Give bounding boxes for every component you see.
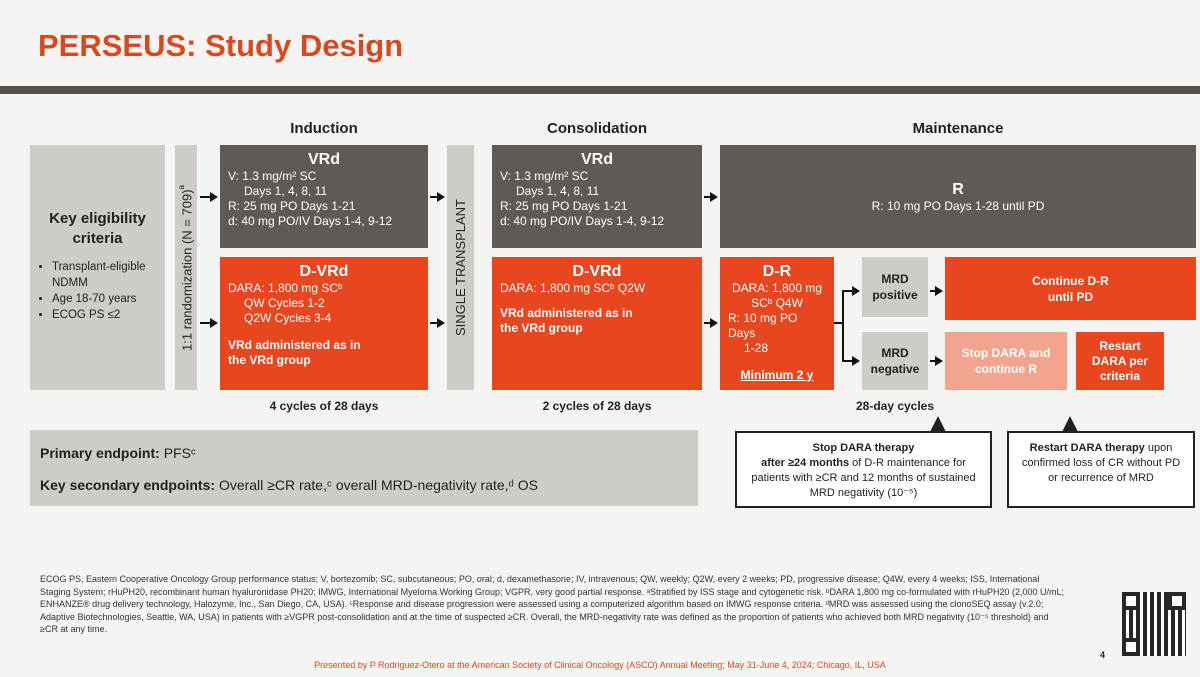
callout-pointer	[1062, 416, 1078, 432]
arrow-right-icon	[430, 196, 443, 198]
stop-dara-box: Stop DARA and continue R	[945, 332, 1067, 390]
minimum-duration-label: Minimum 2 y	[740, 368, 814, 382]
induction-vrd-box	[220, 145, 428, 248]
maintenance-r-box	[720, 145, 1196, 248]
induction-vrd-line: Days 1, 4, 8, 11	[244, 184, 328, 198]
induction-dvrd-line: Q2W Cycles 3-4	[244, 311, 332, 325]
eligibility-item: • ECOG PS ≤2	[52, 307, 157, 323]
induction-vrd-line: R: 25 mg PO Days 1-21	[228, 199, 356, 213]
consolidation-vrd-box	[492, 145, 702, 248]
callout-restart-text: upon confirmed loss of CR without PD or recurrence of MRD	[1021, 442, 1181, 484]
endpoints-box	[30, 430, 698, 506]
maintenance-dr-box	[720, 257, 834, 390]
consolidation-dvrd-line: VRd administered as in the VRd group	[500, 306, 633, 335]
maintenance-dr-line: R: 10 mg PO Days	[728, 311, 798, 340]
eligibility-heading: Key eligibility criteria	[49, 210, 146, 247]
secondary-endpoint-label: Key secondary endpoints:	[40, 477, 216, 493]
mrd-negative-box: MRD negative	[862, 332, 928, 390]
induction-dvrd-line: VRd administered as in the VRd group	[228, 338, 361, 367]
maintenance-dr-line: SCᵇ Q4W	[751, 296, 803, 310]
eligibility-item: • Age 18-70 years	[52, 291, 157, 307]
maintenance-dr-line: 1-28	[744, 341, 769, 355]
arrow-right-icon	[200, 322, 216, 324]
induction-dvrd-box	[220, 257, 428, 390]
page-number: 4	[1100, 650, 1106, 660]
randomization-bar	[175, 145, 197, 390]
arrow-right-icon	[704, 196, 716, 198]
secondary-endpoint-value: Overall ≥CR rate,ᶜ overall MRD-negativity rate,ᵈ OS	[218, 477, 538, 493]
arrow-right-icon	[430, 322, 443, 324]
presented-by: Presented by P Rodriguez-Otero at the American Society of Clinical Oncology (ASCO) Annual Meeting; May 31-June 4, 2024; Chicago, IL, USA	[314, 660, 886, 670]
consolidation-vrd-title: VRd	[581, 151, 613, 168]
primary-endpoint-label: Primary endpoint:	[40, 445, 160, 461]
callout-pointer	[930, 416, 946, 432]
arrow-right-icon	[930, 290, 941, 292]
page-title: PERSEUS: Study Design	[38, 28, 404, 63]
arrow-right-icon	[844, 290, 858, 292]
footnote: ECOG PS, Eastern Cooperative Oncology Group performance status; V, bortezomib; SC, subcutaneous; PO, oral; d, dexamethasone; IV, intravenous; QW, weekly; Q2W, every 2 weeks; PD, progressive disease; Q4W, every 4 weeks; ISS, International Staging System; rHuPH20, recombinant human hyaluronidase PH20; IMWG, International Myeloma Working Group; VGPR, very good partial response. ᵃStratified by ISS stage and cytogenetic risk. ᵇDARA 1,800 mg co-formulated with rHuPH20 (2,000 U/mL; ENHANZE® drug delivery technology, Halozyme, Inc., San Diego, CA, USA). ᶜResponse and disease progression were assessed using a computerized algorithm based on IMWG response criteria. ᵈMRD was assessed using the clonoSEQ assay (v.2.0; Adaptive Biotechnologies, Seattle, WA, USA) in patients with ≥VGPR post-consolidation and at the time of suspected ≥CR. Overall, the MRD-negativity rate was defined as the proportion of patients who achieved both MRD negativity (10⁻⁵ threshold) and ≥CR at any time.	[40, 574, 1065, 634]
cycles-induction: 4 cycles of 28 days	[269, 399, 379, 413]
phase-induction: Induction	[290, 120, 358, 137]
branch-line	[842, 290, 844, 362]
consolidation-vrd-line: V: 1.3 mg/m² SC	[500, 169, 589, 183]
mrd-positive-box: MRD positive	[862, 257, 928, 317]
eligibility-item: • Transplant-eligible NDMM	[52, 259, 157, 291]
consolidation-vrd-line: d: 40 mg PO/IV Days 1-4, 9-12	[500, 214, 665, 228]
maintenance-dr-title: D-R	[762, 263, 792, 280]
induction-dvrd-line: QW Cycles 1-2	[244, 296, 325, 310]
induction-vrd-line: d: 40 mg PO/IV Days 1-4, 9-12	[228, 214, 393, 228]
cycles-consolidation: 2 cycles of 28 days	[542, 399, 652, 413]
callout-stop-text: of D-R maintenance for patients with ≥CR and 12 months of sustained MRD negativity (10⁻⁵)	[751, 457, 976, 499]
callout-stop-heading: Stop DARA therapy	[812, 442, 915, 454]
phase-consolidation: Consolidation	[547, 120, 647, 137]
phase-maintenance: Maintenance	[912, 120, 1004, 137]
restart-dara-callout	[1007, 431, 1195, 508]
consolidation-vrd-line: Days 1, 4, 8, 11	[516, 184, 600, 198]
restart-dara-box: Restart DARA per criteria	[1076, 332, 1164, 390]
callout-restart-heading: Restart DARA therapy	[1029, 442, 1145, 454]
induction-vrd-title: VRd	[308, 151, 340, 168]
arrow-right-icon	[844, 360, 858, 362]
consolidation-dvrd-title: D-VRd	[572, 263, 622, 280]
arrow-right-icon	[200, 196, 216, 198]
induction-vrd-line: V: 1.3 mg/m² SC	[228, 169, 317, 183]
primary-endpoint-value: PFSᶜ	[163, 445, 196, 461]
randomization-label: 1:1 randomization (N = 709)	[179, 188, 195, 351]
maintenance-r-line: R: 10 mg PO Days 1-28 until PD	[871, 199, 1045, 213]
consolidation-dvrd-box	[492, 257, 702, 390]
continue-dr-box: Continue D-R until PD	[945, 257, 1196, 320]
callout-stop-duration: after ≥24 months	[761, 457, 850, 469]
transplant-label: SINGLE TRANSPLANT	[453, 198, 468, 337]
eligibility-box	[30, 145, 165, 390]
maintenance-dr-line: DARA: 1,800 mg	[731, 281, 823, 295]
qr-code-icon[interactable]	[1122, 592, 1186, 656]
arrow-right-icon	[930, 360, 941, 362]
transplant-bar	[447, 145, 474, 390]
consolidation-vrd-line: R: 25 mg PO Days 1-21	[500, 199, 628, 213]
induction-dvrd-line: DARA: 1,800 mg SCᵇ	[228, 281, 343, 295]
branch-line	[834, 322, 844, 324]
induction-dvrd-title: D-VRd	[299, 263, 349, 280]
randomization-sup: a	[177, 184, 187, 189]
consolidation-dvrd-line: DARA: 1,800 mg SCᵇ Q2W	[500, 281, 646, 295]
stop-dara-callout	[735, 431, 992, 508]
title-rule	[0, 86, 1200, 94]
maintenance-r-title: R	[952, 181, 964, 198]
cycles-maintenance: 28-day cycles	[855, 399, 935, 413]
arrow-right-icon	[704, 322, 716, 324]
